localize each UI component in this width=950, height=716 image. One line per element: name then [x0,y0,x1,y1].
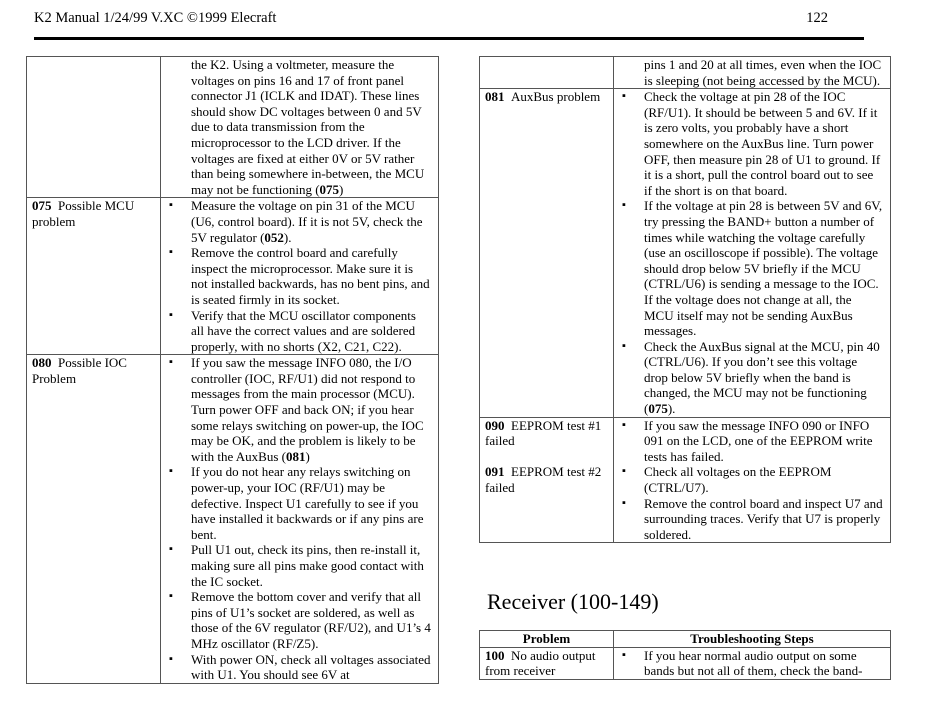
table-row [480,57,891,89]
steps-cell [614,647,891,679]
list-item: ▪ If the voltage at pin 28 is between 5V and 6V, try pressing the BAND+ button a number of times while watching the voltage carefully (use an oscilloscope if possible). The voltage should drop below 5V briefly if the MCU (CTRL/U6) is sending a message to the IOC. If the voltage does not change at all, the MCU itself may not be sending AuxBus messages. [620,198,884,338]
list-item: ▪ Check all voltages on the EEPROM (CTRL/U7). [620,464,884,495]
column-header-steps: Troubleshooting Steps [614,631,891,648]
steps-cell [614,89,891,417]
steps-cell [161,198,439,355]
problem-cell [480,417,614,543]
list-item: ▪ With power ON, check all voltages associated with U1. You should see 6V at [167,652,432,683]
list-item: ▪ Remove the control board and inspect U7 and surrounding traces. Verify that U7 is properly soldered. [620,496,884,543]
problem-cell [480,647,614,679]
steps-cell [161,355,439,683]
problem-entry [485,464,609,495]
column-header-problem: Problem [480,631,614,648]
problem-cell [27,198,161,355]
list-item: ▪ Pull U1 out, check its pins, then re-install it, making sure all pins make good contact with the IC socket. [167,542,432,589]
section-heading: Receiver (100-149) [487,589,659,614]
continued-text: the K2. Using a voltmeter, measure the voltages on pins 16 and 17 of front panel connector J1 (ICLK and IDAT). These lines should show DC voltages between 0 and 5V due to data transmission from the microprocessor to the LCD driver. If the voltages are fixed at either 0V or 5V rather than being somewhere in-between, the MCU may not be functioning (075) [191,57,425,197]
list-item: ▪ If you do not hear any relays switching on power-up, your IOC (RF/U1) may be defective. Inspect U1 carefully to see if you have installed it backwards or if any pins are bent. [167,464,432,542]
problem-code: 075 [32,198,52,214]
troubleshooting-table-left [26,56,439,684]
problem-code: 091 [485,464,505,480]
table-row [480,647,891,679]
problem-title: No audio output from receiver [485,647,596,679]
list-item: ▪ If you hear normal audio output on some bands but not all of them, check the band- [620,648,884,679]
header-rule [34,37,864,40]
ref-code: 075 [648,401,668,417]
list-item: ▪ If you saw the message INFO 090 or INFO 091 on the LCD, one of the EEPROM write tests has failed. [620,418,884,465]
problem-code: 080 [32,355,52,371]
table-row [27,57,439,198]
problem-cell [27,57,161,198]
list-item: ▪ Remove the bottom cover and verify that all pins of U1’s socket are soldered, as well as those of the 6V regulator (RF/U2), and U1’s 4 MHz oscillator (RF/Z5). [167,589,432,651]
table-row [480,417,891,543]
ref-code: 081 [285,448,306,464]
problem-cell [480,89,614,417]
problem-title: Possible MCU problem [32,198,135,229]
table-row [27,198,439,355]
problem-code: 090 [485,417,505,433]
steps-cell [161,57,439,198]
problem-cell [27,355,161,683]
page-header [34,10,864,32]
table-header-row [480,631,891,648]
problem-cell [480,57,614,89]
problem-code: 100 [485,647,505,663]
problem-title: AuxBus problem [511,89,601,105]
problem-title: EEPROM test #1 failed [485,417,602,449]
steps-cell [614,417,891,543]
problem-title: Possible IOC Problem [32,355,127,386]
page-number: 122 [806,10,828,26]
ref-code: 052 [264,229,284,245]
problem-title: EEPROM test #2 failed [485,464,602,496]
list-item: ▪ Remove the control board and carefully inspect the microprocessor. Make sure it is not installed backwards, has no bent pins, and is seated firmly in its socket. [167,245,432,307]
list-item: ▪ If you saw the message INFO 080, the I/O controller (IOC, RF/U1) did not respond to messages from the main processor (MCU). Turn power OFF and back ON; if you hear some relays switching on power-up, the IOC may be OK, and the problem is likely to be with the AuxBus (081) [167,355,432,464]
list-item: ▪ Measure the voltage on pin 31 of the MCU (U6, control board). If it is not 5V, check the 5V regulator (052). [167,198,432,245]
list-item: ▪ Check the AuxBus signal at the MCU, pin 40 (CTRL/U6). If you don’t see this voltage drop below 5V briefly when the band is changed, the MCU may not be functioning (075). [620,339,884,417]
header-title: K2 Manual 1/24/99 V.XC ©1999 Elecraft [34,10,277,26]
list-item: ▪ Check the voltage at pin 28 of the IOC (RF/U1). It should be between 5 and 6V. If it is zero volts, you probably have a short somewhere on the AuxBus line. Turn power OFF, then measure pin 28 of U1 to ground. If it is a short, pull the control board out to see if the short is on that board. [620,89,884,198]
steps-cell [614,57,891,89]
troubleshooting-table-right [479,56,891,543]
ref-code: 075 [319,181,340,197]
problem-entry [485,418,609,449]
list-item: ▪ Verify that the MCU oscillator components all have the correct values and are soldered properly, with no shorts (X2, C21, C22). [167,308,432,355]
receiver-table [479,630,891,680]
table-row [480,89,891,417]
problem-code: 081 [485,89,505,105]
table-row [27,355,439,683]
continued-text: pins 1 and 20 at all times, even when the IOC is sleeping (not being accessed by the MCU). [644,57,882,88]
